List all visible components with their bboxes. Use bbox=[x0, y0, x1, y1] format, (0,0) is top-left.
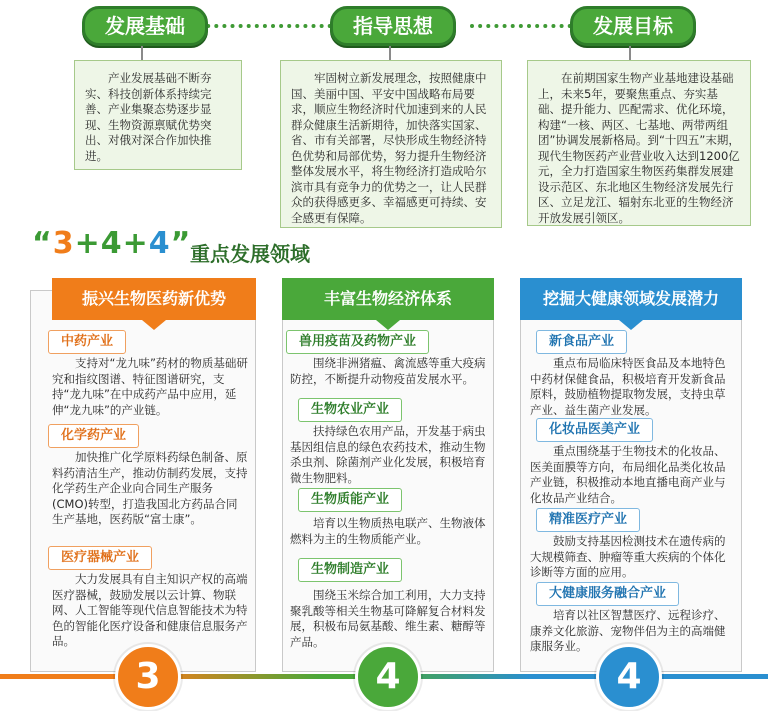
column-1-header-label: 振兴生物医药新优势 bbox=[81, 289, 226, 308]
connector-dotted-line-2 bbox=[470, 24, 580, 28]
section-title-number bbox=[32, 226, 191, 261]
bottom-number-3: 3 bbox=[115, 644, 181, 710]
tag-bio-manufacturing-industry: 生物制造产业 bbox=[298, 558, 402, 582]
text-chemical-drug-industry: 加快推广化学原料药绿色制备、原料药清洁生产，推动仿制药发展，支持化学药生产企业向合同生产服务(CMO)转型，打造我国北方药品合同生产基地，医药版“富士康”。 bbox=[52, 450, 248, 526]
goals-text-box: 在前期国家生物产业基地建设基础上，未来5年，要聚焦重点、夯实基础、提升能力、匹配需求、优化环境，构建“一核、两区、七基地、两带两组团”协调发展新格局。到“十四五”末期，现代生物医药产业营业收入达到1200亿元，全力打造国家生物医药集群发展建设示范区、东北地区生物经济发展先行区、立足龙江、辐射东北亚的生物经济开放发展引领区。 bbox=[527, 60, 751, 226]
quote-open: “ bbox=[32, 226, 53, 261]
bottom-line-green bbox=[150, 674, 530, 679]
column-3-header-label: 挖掘大健康领域发展潜力 bbox=[542, 289, 719, 308]
column-1-arrow-icon bbox=[142, 320, 166, 330]
section-subtitle: 重点发展领域 bbox=[190, 242, 310, 266]
text-bio-manufacturing-industry: 围绕玉米综合加工利用，大力支持聚乳酸等相关生物基可降解复合材料发展，积极布局氨基酸、维生素、糖醇等产品。 bbox=[290, 588, 486, 649]
tag-medical-device-industry: 医疗器械产业 bbox=[48, 546, 152, 570]
text-health-service-industry: 培育以社区智慧医疗、远程诊疗、康养文化旅游、宠物伴侣为主的高端健康服务业。 bbox=[530, 608, 726, 653]
text-cosmetics-aesthetic-industry: 重点围绕基于生物技术的化妆品、医美面膜等方向，布局细化品类化妆品产业链，积极推动本地直播电商产业与化妆品产业结合。 bbox=[530, 444, 726, 505]
column-2-header-label: 丰富生物经济体系 bbox=[323, 289, 452, 308]
tag-bio-agriculture-industry: 生物农业产业 bbox=[298, 398, 402, 422]
connector-dotted-line-1 bbox=[190, 24, 340, 28]
stem-line-3 bbox=[629, 46, 631, 60]
tag-precision-medicine-industry: 精准医疗产业 bbox=[536, 508, 640, 532]
tag-chemical-drug-industry: 化学药产业 bbox=[48, 424, 139, 448]
column-3-header bbox=[520, 278, 742, 320]
column-3-arrow-icon bbox=[619, 320, 643, 330]
title-plus-2: + bbox=[122, 226, 149, 261]
text-precision-medicine-industry: 鼓励支持基因检测技术在遗传病的大规模筛查、肿瘤等重大疾病的个体化诊断等方面的应用。 bbox=[530, 534, 726, 579]
text-tcm-industry: 支持对“龙九味”药材的物质基础研究和指纹图谱、特征图谱研究，支持“龙九味”在中成药产品中应用，延伸“龙九味”的产业链。 bbox=[52, 356, 248, 417]
column-1-header bbox=[52, 278, 256, 320]
foundation-text-box: 产业发展基础不断夯实、科技创新体系持续完善、产业集聚态势逐步显现、生物资源禀赋优势突出、对俄对深合作加快推进。 bbox=[74, 60, 242, 170]
bottom-number-4-green: 4 bbox=[355, 644, 421, 710]
stem-line-1 bbox=[141, 46, 143, 60]
tag-health-service-industry: 大健康服务融合产业 bbox=[536, 582, 679, 606]
title-plus-1: + bbox=[74, 226, 101, 261]
title-digit-4a: 4 bbox=[100, 226, 123, 261]
tag-veterinary-vaccine-industry: 兽用疫苗及药物产业 bbox=[286, 330, 429, 354]
bottom-number-4-blue: 4 bbox=[596, 644, 662, 710]
title-digit-4b: 4 bbox=[148, 226, 171, 261]
quote-close: ” bbox=[170, 226, 192, 261]
header-guiding-ideology: 指导思想 bbox=[330, 6, 456, 46]
tag-biomass-energy-industry: 生物质能产业 bbox=[298, 488, 402, 512]
header-development-goals: 发展目标 bbox=[570, 6, 696, 46]
title-digit-3: 3 bbox=[52, 226, 75, 261]
column-2-arrow-icon bbox=[376, 320, 400, 330]
ideology-text-box: 牢固树立新发展理念，按照健康中国、美丽中国、平安中国战略布局要求，顺应生物经济时代加速到来的人民群众健康生活新期待，加快落实国家、省、市有关部署，尽快形成生物经济特色优势和局部优势，努力提升生物经济整体发展水平，将生物经济打造成哈尔滨市具有竞争力的优势之一，让人民群众的获得感更多、幸福感更可持续、安全感更有保障。 bbox=[280, 60, 502, 228]
header-development-foundation: 发展基础 bbox=[82, 6, 208, 46]
column-2-header bbox=[282, 278, 494, 320]
tag-cosmetics-aesthetic-industry: 化妆品医美产业 bbox=[536, 418, 653, 442]
text-medical-device-industry: 大力发展具有自主知识产权的高端医疗器械，鼓励发展以云计算、物联网、人工智能等现代信息智能技术为特色的智能化医疗设备和健康信息服务产品。 bbox=[52, 572, 248, 648]
text-new-food-industry: 重点布局临床特医食品及本地特色中药材保健食品，积极培育开发新食品原料，鼓励植物提取物发展，支持虫草产业、益生菌产业发展。 bbox=[530, 356, 726, 417]
tag-tcm-industry: 中药产业 bbox=[48, 330, 126, 354]
tag-new-food-industry: 新食品产业 bbox=[536, 330, 627, 354]
text-bio-agriculture-industry: 扶持绿色农用产品，开发基于病虫基因组信息的绿色农药技术，推动生物杀虫剂、除菌剂产业化发展，积极培育微生物肥料。 bbox=[290, 424, 486, 485]
text-veterinary-vaccine-industry: 围绕非洲猪瘟、禽流感等重大疫病防控，不断提升动物疫苗发展水平。 bbox=[290, 356, 486, 386]
text-biomass-energy-industry: 培育以生物质热电联产、生物液体燃料为主的生物质能产业。 bbox=[290, 516, 486, 546]
stem-line-2 bbox=[389, 46, 391, 60]
